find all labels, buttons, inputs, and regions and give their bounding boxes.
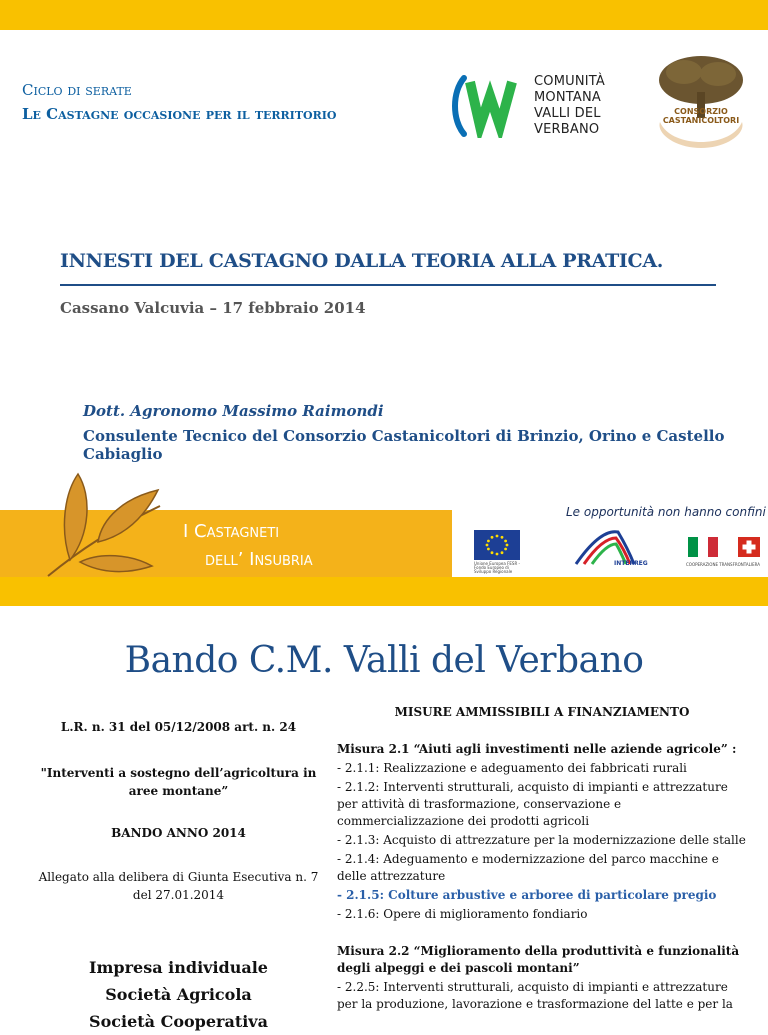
- series-heading: [22, 78, 336, 126]
- presentation-title: INNESTI DEL CASTAGNO DALLA TEORIA ALLA PRATICA.: [60, 250, 664, 272]
- chestnut-leaf-icon: [40, 470, 170, 580]
- cm-line: VALLI DEL: [534, 106, 601, 121]
- place-date: Cassano Valcuvia – 17 febbraio 2014: [60, 299, 366, 317]
- beneficiario: Società Cooperativa: [89, 1012, 268, 1031]
- legge-regionale: L.R. n. 31 del 05/12/2008 art. n. 24: [60, 720, 297, 734]
- consorzio-castanicoltori-logo: [646, 52, 756, 152]
- cm-mark-icon: [450, 74, 520, 138]
- misura-item: - 2.1.4: Adeguamento e modernizzazione del parco macchine e delle attrezzature: [337, 852, 719, 883]
- series-line-2: Le Castagne occasione per il territorio: [22, 105, 337, 123]
- banner-line-2: dell’ Insubria: [205, 549, 313, 570]
- misura-item-highlighted: - 2.1.5: Colture arbustive e arboree di particolare pregio: [337, 888, 717, 902]
- bando-anno: BANDO ANNO 2014: [111, 826, 246, 840]
- comunita-montana-logo: [450, 70, 630, 142]
- banner-text: [183, 518, 313, 574]
- series-line-1: Ciclo di serate: [22, 81, 132, 99]
- banner-line-1: I Castagneti: [183, 521, 280, 542]
- tagline: Le opportunità non hanno confini: [566, 505, 766, 519]
- allegato-delibera: Allegato alla delibera di Giunta Esecutiva n. 7 del 27.01.2014: [38, 870, 319, 902]
- top-yellow-bar: [0, 0, 768, 30]
- italy-switzerland-flags-icon: [688, 537, 760, 559]
- cc-logo-text-1: CONSORZIO: [674, 107, 728, 116]
- bando-title: Bando C.M. Valli del Verbano: [124, 640, 644, 681]
- interreg-label: INTERREG: [614, 560, 648, 567]
- eu-flag-icon: [474, 530, 520, 560]
- cm-logo-text: [534, 74, 605, 138]
- interventi-title: "Interventi a sostegno dell’agricoltura in aree montane”: [40, 766, 317, 798]
- eu-caption: Unione Europea FESR - Fondo Europeo di Sviluppo Regionale: [474, 561, 520, 574]
- misura-2-2-title: Misura 2.2 “Miglioramento della produttività e funzionalità degli alpeggi e dei pascoli montani”: [337, 944, 740, 975]
- misura-2-1-title: Misura 2.1 “Aiuti agli investimenti nelle aziende agricole” :: [337, 742, 737, 756]
- bottom-yellow-bar: [0, 577, 768, 606]
- beneficiari-list: [36, 954, 321, 1035]
- misura-item: - 2.1.2: Interventi strutturali, acquisto di impianti e attrezzature per attività di trasformazione, conservazione e commercializzazione dei prodotti agricoli: [337, 780, 728, 828]
- beneficiario: Impresa individuale: [89, 958, 268, 977]
- cm-line: COMUNITÀ: [534, 74, 606, 89]
- misura-item: - 2.2.5: Interventi strutturali, acquisto di impianti e attrezzature per la produzione, lavorazione e trasformazione del latte e per la: [337, 980, 733, 1011]
- beneficiario: Società Agricola: [105, 985, 252, 1004]
- misura-item: - 2.1.1: Realizzazione e adeguamento dei fabbricati rurali: [337, 761, 687, 775]
- misura-item: - 2.1.6: Opere di miglioramento fondiario: [337, 907, 588, 921]
- cc-logo-text-2: CASTANICOLTORI: [662, 116, 740, 125]
- title-underline: [60, 284, 716, 286]
- bando-slide: [0, 606, 768, 1031]
- cm-line: MONTANA: [534, 90, 602, 105]
- flags-caption: COOPERAZIONE TRANSFRONTALIERA: [686, 562, 760, 567]
- misure-column: [337, 704, 747, 1015]
- cm-line: VERBANO: [534, 122, 600, 137]
- author-name: Dott. Agronomo Massimo Raimondi: [83, 402, 384, 420]
- misure-heading: MISURE AMMISSIBILI A FINANZIAMENTO: [394, 705, 690, 719]
- author-role: Consulente Tecnico del Consorzio Castanicoltori di Brinzio, Orino e Castello Cabiaglio: [83, 427, 725, 463]
- misura-item: - 2.1.3: Acquisto di attrezzature per la modernizzazione delle stalle: [337, 833, 746, 847]
